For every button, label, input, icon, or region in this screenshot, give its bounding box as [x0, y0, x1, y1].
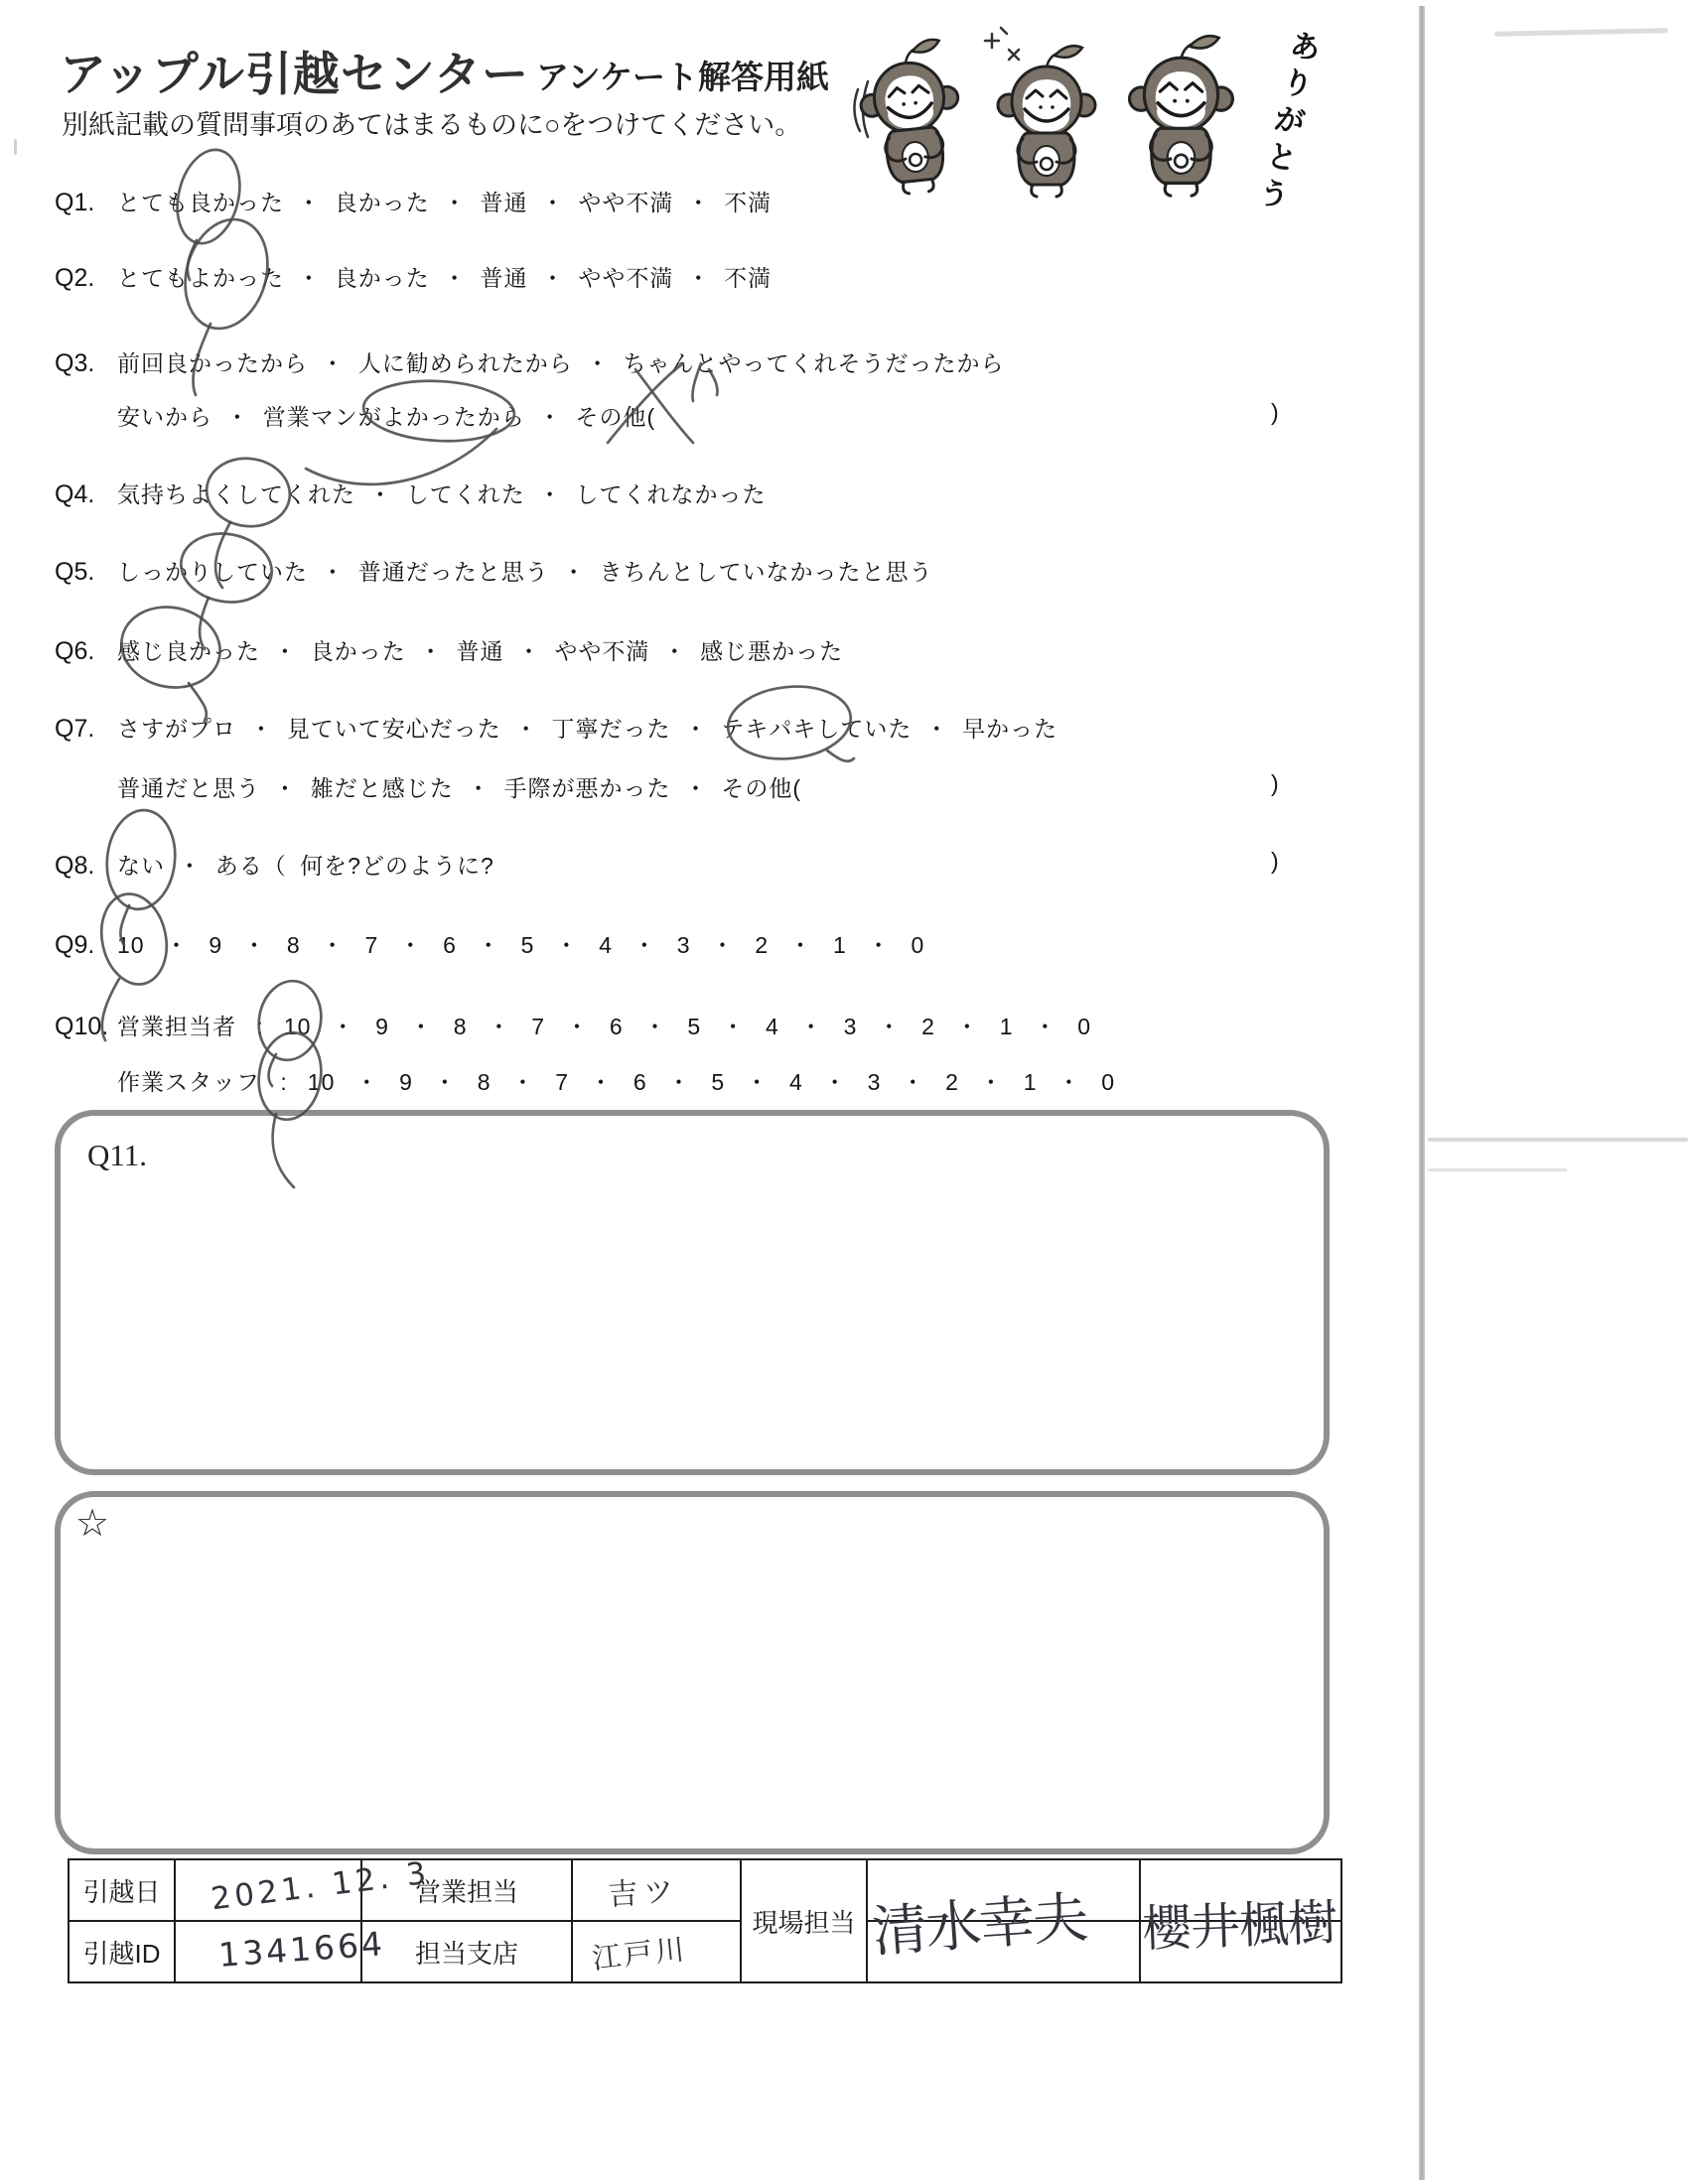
question-q10-staff	[55, 1064, 1115, 1097]
question-options: 前回良かったから ・ 人に勧められたから ・ ちゃんとやってくれそうだったから	[117, 350, 1005, 376]
question-q4	[55, 477, 767, 509]
question-options: とてもよかった ・ 良かった ・ 普通 ・ やや不満 ・ 不満	[117, 265, 773, 291]
question-q8	[55, 848, 1279, 881]
question-id: Q9.	[55, 931, 95, 959]
question-id: Q1.	[55, 189, 95, 216]
question-id: Q5.	[55, 558, 95, 586]
instruction-text: 別紙記載の質問事項のあてはまるものに○をつけてください。	[62, 110, 802, 140]
question-options: とても良かった ・ 良かった ・ 普通 ・ やや不満 ・ 不満	[117, 190, 773, 215]
scan-smudge	[1428, 1138, 1688, 1142]
question-options: しっかりしていた ・ 普通だったと思う ・ きちんとしていなかったと思う	[117, 559, 933, 585]
star-response-box	[55, 1491, 1330, 1854]
sales-rep-label: 営業担当	[361, 1859, 572, 1921]
move-date-handwritten: 2021. 12. 3	[209, 1854, 432, 1918]
scale-row-label: 営業担当者 :	[117, 1014, 264, 1039]
scan-smudge	[1494, 28, 1668, 37]
question-options: 感じ良かった ・ 良かった ・ 普通 ・ やや不満 ・ 感じ悪かった	[117, 638, 844, 664]
question-q1	[55, 185, 772, 217]
branch-label: 担当支店	[361, 1921, 572, 1982]
question-q10-sales	[55, 1009, 1091, 1041]
sales-rep-handwritten: 吉ツ	[607, 1874, 681, 1913]
move-id-handwritten: 1341664	[216, 1924, 387, 1975]
question-q3-line1	[55, 345, 1005, 378]
question-id: Q7.	[55, 715, 95, 743]
question-q5	[55, 554, 933, 587]
rating-scale: 10 ・ 9 ・ 8 ・ 7 ・ 6 ・ 5 ・ 4 ・ 3 ・ 2 ・ 1 ・ 0	[283, 1014, 1092, 1039]
question-q7-line2	[55, 770, 1279, 803]
question-options: 安いから ・ 営業マンがよかったから ・ その他(	[117, 404, 656, 430]
question-id: Q6.	[55, 637, 95, 665]
q11-label: Q11.	[87, 1138, 147, 1172]
question-options: ない ・ ある（ 何を?どのように?	[117, 853, 494, 879]
paren-close: )	[1271, 770, 1279, 796]
star-icon: ☆	[75, 1503, 110, 1545]
question-options: さすがプロ ・ 見ていて安心だった ・ 丁寧だった ・ テキパキしていた ・ 早かった	[117, 716, 1058, 742]
site-staff-label: 現場担当	[741, 1859, 867, 1982]
question-q6	[55, 633, 843, 666]
thanks-handwritten-text: ありがとう	[1249, 26, 1324, 218]
question-id: Q10.	[55, 1013, 109, 1040]
paren-close: )	[1271, 848, 1279, 874]
scanner-artifact-line	[1419, 6, 1425, 2180]
form-title: アンケート解答用紙	[536, 59, 830, 95]
site-staff-signature-2: 櫻井楓樹	[1141, 1893, 1338, 1959]
scan-smudge	[1428, 1168, 1567, 1171]
question-id: Q8.	[55, 852, 95, 880]
brand-title: アップル引越センター	[60, 48, 529, 100]
question-q2	[55, 260, 772, 293]
scale-row-label: 作業スタッフ :	[117, 1069, 288, 1095]
site-staff-signature-1: 清水幸夫	[870, 1885, 1089, 1966]
question-q9	[55, 927, 924, 960]
monkey-mascots-icon	[850, 24, 1247, 212]
move-date-label: 引越日	[69, 1859, 175, 1921]
question-q7-line1	[55, 711, 1057, 744]
question-options: 普通だと思う ・ 雑だと感じた ・ 手際が悪かった ・ その他(	[117, 775, 801, 801]
q11-response-box	[55, 1110, 1330, 1475]
paren-close: )	[1271, 399, 1279, 425]
rating-scale: 10 ・ 9 ・ 8 ・ 7 ・ 6 ・ 5 ・ 4 ・ 3 ・ 2 ・ 1 ・ 0	[117, 932, 925, 958]
branch-handwritten: 江戸川	[590, 1932, 689, 1976]
question-options: 気持ちよくしてくれた ・ してくれた ・ してくれなかった	[117, 481, 767, 507]
question-id: Q4.	[55, 480, 95, 508]
scan-smudge	[14, 139, 17, 155]
question-id: Q2.	[55, 264, 95, 292]
move-id-label: 引越ID	[69, 1921, 175, 1982]
question-q3-line2	[55, 399, 1279, 432]
rating-scale: 10 ・ 9 ・ 8 ・ 7 ・ 6 ・ 5 ・ 4 ・ 3 ・ 2 ・ 1 ・ 0	[307, 1069, 1116, 1095]
question-id: Q3.	[55, 349, 95, 377]
